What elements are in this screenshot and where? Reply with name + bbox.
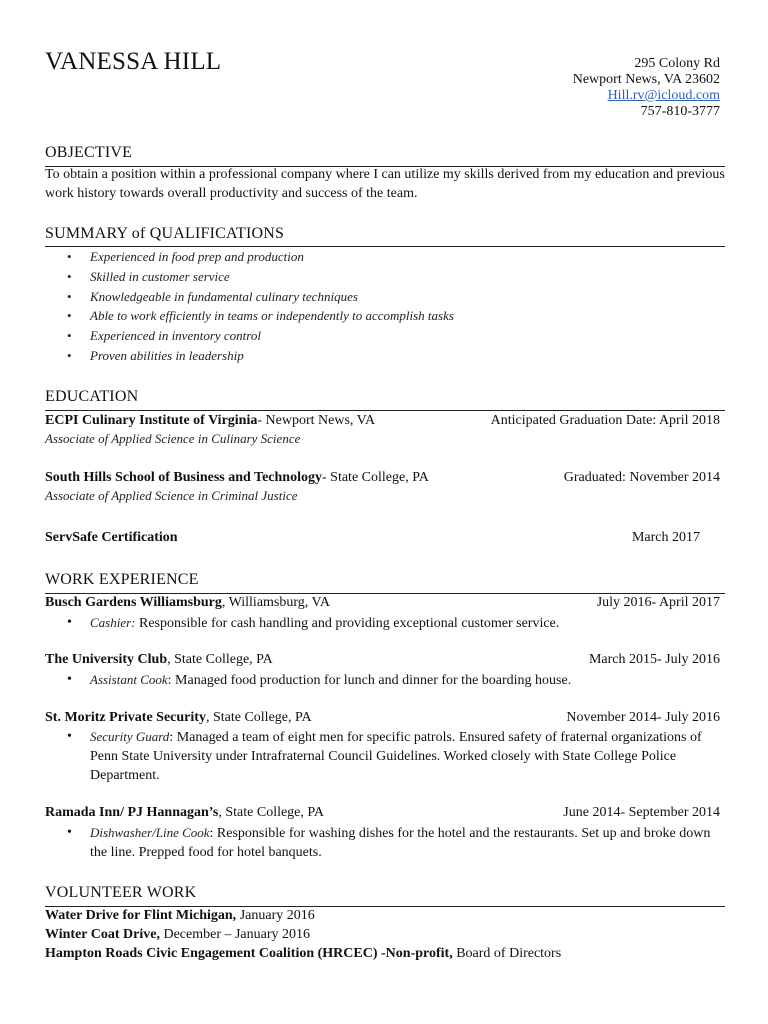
contact-block (573, 56, 720, 120)
job-role: Dishwasher/Line Cook (90, 825, 210, 840)
degree-name: Associate of Applied Science in Culinary Science (45, 431, 301, 446)
list-item: • Experienced in food prep and production (67, 249, 304, 264)
job-dates: November 2014- July 2016 (566, 710, 720, 725)
list-item: • Proven abilities in leadership (67, 347, 244, 363)
employer-location: , Williamsburg, VA (221, 595, 330, 610)
list-item: • Able to work efficiently in teams or independently to accomplish tasks (67, 308, 454, 324)
education-heading: EDUCATION (45, 388, 139, 405)
degree-name: Associate of Applied Science in Criminal Justice (45, 488, 298, 503)
list-item: • Knowledgeable in fundamental culinary techniques (67, 288, 358, 304)
candidate-name: VANESSA HILL (45, 48, 222, 75)
certification-date: March 2017 (631, 530, 700, 545)
job-description: • Assistant Cook: Managed food production for lunch and dinner for the boarding house. (67, 672, 572, 688)
volunteer-heading: VOLUNTEER WORK (45, 884, 197, 901)
qualifications-list (45, 247, 725, 366)
list-item: • Experienced in inventory control (67, 328, 261, 344)
employer-name: St. Moritz Private Security (45, 710, 206, 725)
job-dates: June 2014- September 2014 (563, 805, 720, 820)
school-location: - State College, PA (322, 470, 429, 485)
volunteer-entry (45, 925, 310, 944)
job-dates: July 2016- April 2017 (596, 595, 720, 610)
job-role: Assistant Cook (90, 672, 168, 687)
volunteer-detail: December – January 2016 (159, 927, 311, 942)
volunteer-org: Hampton Roads Civic Engagement Coalition (HRCEC) -Non-profit, (45, 946, 453, 961)
objective-heading: OBJECTIVE (45, 144, 133, 161)
employer-name: The University Club (45, 652, 168, 667)
phone-number: 757-810-3777 (640, 104, 720, 119)
email-link[interactable]: Hill.rv@icloud.com (607, 88, 720, 103)
volunteer-detail: January 2016 (236, 908, 315, 923)
job-description: • Cashier: Responsible for cash handling and providing exceptional customer service. (67, 615, 560, 631)
qualifications-heading: SUMMARY of QUALIFICATIONS (45, 225, 285, 242)
employer-location: , State College, PA (205, 710, 312, 725)
job-role: Cashier: (90, 615, 136, 630)
volunteer-detail: Board of Directors (452, 946, 562, 961)
work-experience-heading: WORK EXPERIENCE (45, 571, 199, 588)
employer-name: Ramada Inn/ PJ Hannagan’s (45, 805, 219, 820)
employer-location: , State College, PA (218, 805, 325, 820)
job-dates: March 2015- July 2016 (588, 652, 720, 667)
list-item: • Skilled in customer service (67, 268, 230, 284)
volunteer-entry (45, 906, 315, 925)
employer-location: , State College, PA (167, 652, 273, 667)
school-name: South Hills School of Business and Technology (45, 470, 322, 485)
education-divider (45, 410, 725, 411)
education-date: Anticipated Graduation Date: April 2018 (490, 413, 720, 428)
address-line-2: Newport News, VA 23602 (572, 72, 720, 87)
employer-name: Busch Gardens Williamsburg (45, 595, 222, 610)
school-name: ECPI Culinary Institute of Virginia (45, 413, 258, 428)
school-location: - Newport News, VA (257, 413, 376, 428)
volunteer-org: Water Drive for Flint Michigan, (45, 908, 237, 923)
certification-name: ServSafe Certification (45, 530, 178, 545)
education-date: Graduated: November 2014 (563, 470, 720, 485)
job-role: Security Guard (90, 729, 170, 744)
address-line-1: 295 Colony Rd (634, 56, 720, 71)
volunteer-org: Winter Coat Drive, (45, 927, 160, 942)
job-description: • Dishwasher/Line Cook: Responsible for washing dishes for the hotel and the restaurants. Set up and broke down the line. Prepped food for hotel banquets. (67, 825, 711, 860)
volunteer-entry (45, 944, 561, 963)
objective-text: To obtain a position within a professional company where I can utilize my skills derived from my education and previous work history towards overall productivity and success of the team. (45, 167, 725, 201)
job-description: • Security Guard: Managed a team of eight men for specific patrols. Ensured safety of fraternal organizations of Penn State University under Intrafraternal Council Guidelines. Worked closely with State College Police Department. (67, 729, 702, 783)
